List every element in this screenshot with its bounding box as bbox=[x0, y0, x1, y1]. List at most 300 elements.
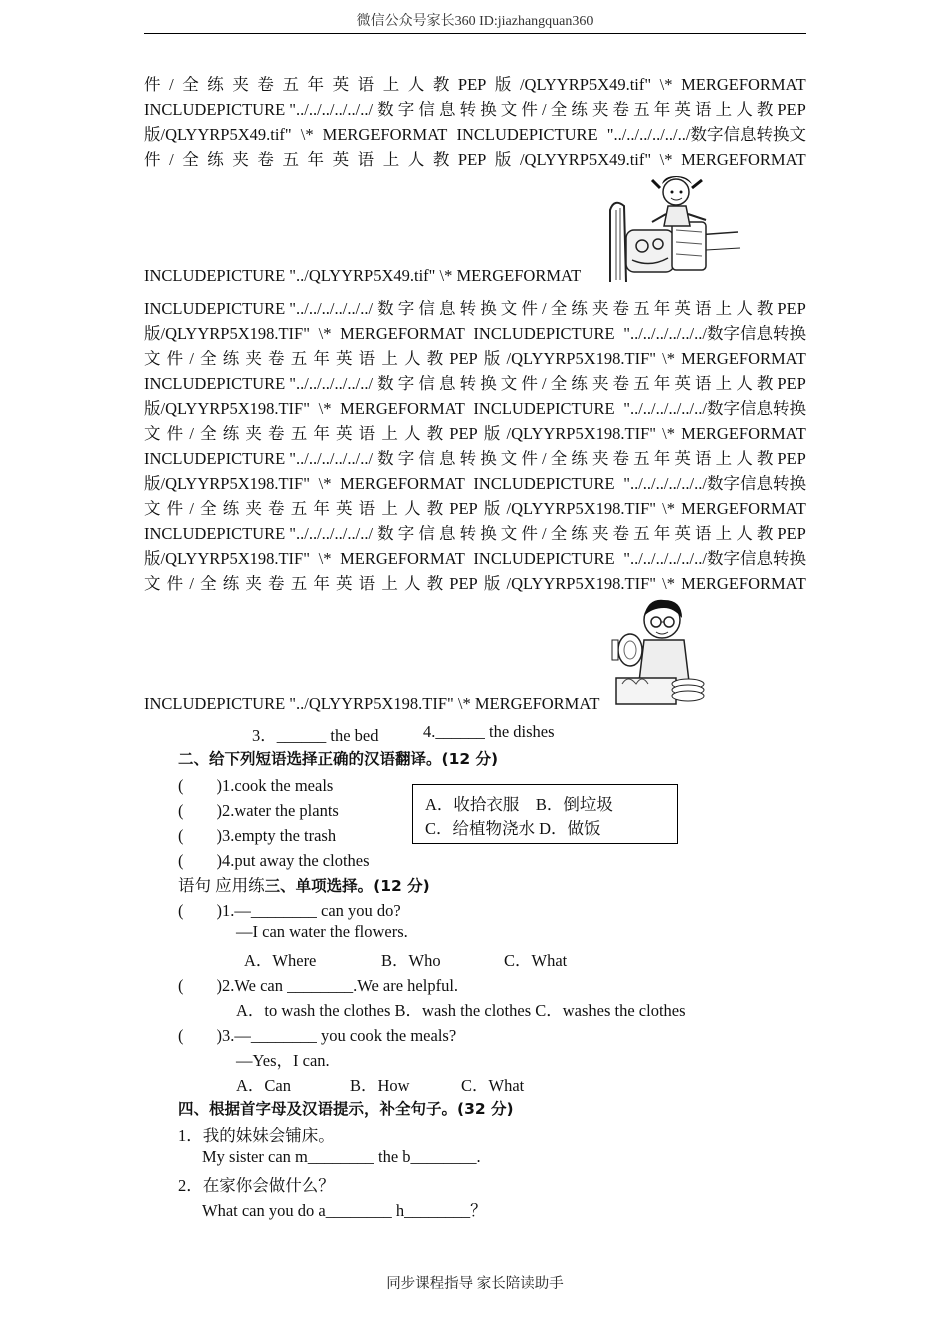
word: 夹 bbox=[245, 499, 262, 518]
word: 全 bbox=[550, 449, 568, 468]
word: 年 bbox=[653, 449, 671, 468]
word: 语 bbox=[357, 75, 375, 94]
word: 换 bbox=[480, 100, 497, 119]
word: 件 bbox=[521, 524, 538, 543]
word: 年 bbox=[653, 524, 671, 543]
word: 件 bbox=[521, 449, 538, 468]
word: 人 bbox=[736, 100, 753, 119]
word: 人 bbox=[736, 449, 753, 468]
word: 练 bbox=[222, 424, 240, 443]
word: 版 bbox=[483, 349, 501, 368]
word: 全 bbox=[182, 150, 199, 169]
word: 语 bbox=[694, 449, 712, 468]
word: 五 bbox=[282, 75, 299, 94]
word: 件 bbox=[144, 150, 161, 169]
sentence-1-chinese: 1．我的妹妹会铺床。 bbox=[178, 1126, 335, 1145]
word: 五 bbox=[290, 349, 308, 368]
word: 字 bbox=[397, 524, 415, 543]
matching-item: ( )3.empty the trash bbox=[178, 826, 337, 845]
question-2-options: A．to wash the clothes B．wash the clothes C．washes the clothes bbox=[236, 1001, 686, 1020]
word: \* bbox=[300, 125, 314, 144]
word: INCLUDEPICTURE bbox=[144, 100, 286, 119]
word: "../../../../../../数字信息转换 bbox=[623, 324, 806, 343]
word: 上 bbox=[715, 524, 733, 543]
sentence-1-english: My sister can m________ the b________. bbox=[202, 1147, 481, 1166]
word: 全 bbox=[200, 424, 217, 443]
word: 换 bbox=[480, 524, 497, 543]
word: 文 bbox=[144, 574, 161, 593]
word: MERGEFORMAT bbox=[681, 349, 806, 368]
word: 卷 bbox=[612, 449, 630, 468]
word: 件 bbox=[521, 299, 538, 318]
word: PEP bbox=[457, 150, 487, 169]
word: 英 bbox=[674, 374, 691, 393]
word: PEP bbox=[449, 349, 478, 368]
word: 语 bbox=[694, 374, 712, 393]
word: 信 bbox=[418, 299, 435, 318]
word: \* bbox=[662, 349, 675, 368]
text-line bbox=[144, 321, 806, 346]
word: PEP bbox=[777, 374, 806, 393]
word: MERGEFORMAT bbox=[340, 549, 465, 568]
word: 数 bbox=[377, 449, 394, 468]
word: \* bbox=[318, 399, 332, 418]
word: 上 bbox=[381, 499, 398, 518]
text-line bbox=[144, 546, 806, 571]
word: "../../../../../../ bbox=[289, 374, 374, 393]
word: 夹 bbox=[245, 424, 262, 443]
word: 练 bbox=[571, 449, 588, 468]
word: MERGEFORMAT bbox=[340, 399, 465, 418]
text-line bbox=[144, 122, 806, 147]
word: 信 bbox=[418, 100, 435, 119]
word: "../../../../../../数字信息转换文 bbox=[606, 125, 806, 144]
word: / bbox=[189, 574, 194, 593]
word: INCLUDEPICTURE bbox=[473, 399, 615, 418]
word: \* bbox=[659, 75, 673, 94]
word: PEP bbox=[777, 524, 806, 543]
text-line bbox=[144, 571, 806, 596]
word: 英 bbox=[674, 100, 691, 119]
word: 转 bbox=[459, 524, 477, 543]
word: 文 bbox=[500, 524, 518, 543]
text-line bbox=[144, 521, 806, 546]
text-line bbox=[144, 371, 806, 396]
word: MERGEFORMAT bbox=[340, 324, 465, 343]
word: 卷 bbox=[268, 424, 285, 443]
word: 五 bbox=[633, 100, 650, 119]
section-3-prefix: 语句 应用练 bbox=[178, 876, 265, 895]
word: 全 bbox=[200, 499, 217, 518]
word: 上 bbox=[715, 449, 733, 468]
word: 上 bbox=[381, 424, 398, 443]
word: MERGEFORMAT bbox=[681, 574, 806, 593]
word: 版/QLYYRP5X198.TIF" bbox=[144, 399, 310, 418]
word: 字 bbox=[397, 299, 415, 318]
word: 上 bbox=[381, 349, 398, 368]
word: / bbox=[169, 75, 174, 94]
word: 件 bbox=[166, 424, 184, 443]
word: 练 bbox=[571, 299, 588, 318]
word: 人 bbox=[403, 499, 421, 518]
word: 语 bbox=[358, 424, 376, 443]
word: "../../../../../../ bbox=[289, 299, 374, 318]
word: 卷 bbox=[612, 299, 630, 318]
word: INCLUDEPICTURE bbox=[456, 125, 598, 144]
word: 数 bbox=[377, 100, 394, 119]
word: 转 bbox=[459, 100, 477, 119]
text-line bbox=[144, 147, 806, 172]
word: "../../../../../../ bbox=[289, 524, 374, 543]
word: 五 bbox=[633, 524, 650, 543]
word: 夹 bbox=[232, 75, 249, 94]
word: 文 bbox=[144, 424, 161, 443]
word: 转 bbox=[459, 449, 477, 468]
word: 上 bbox=[715, 374, 733, 393]
word: 英 bbox=[674, 449, 691, 468]
option-a: A．Can bbox=[236, 1076, 291, 1095]
word: 夹 bbox=[245, 574, 262, 593]
word: 卷 bbox=[268, 349, 285, 368]
word: 教 bbox=[756, 524, 774, 543]
word: / bbox=[189, 349, 194, 368]
word: 卷 bbox=[268, 499, 285, 518]
word: 练 bbox=[222, 499, 240, 518]
word: \* bbox=[662, 424, 675, 443]
word: 语 bbox=[694, 524, 712, 543]
option-a: A．Where bbox=[244, 951, 317, 970]
matching-item: ( )1.cook the meals bbox=[178, 776, 334, 795]
word: / bbox=[169, 150, 174, 169]
option-b: B．Who bbox=[381, 951, 441, 970]
word: 夹 bbox=[232, 150, 249, 169]
word: \* bbox=[659, 150, 673, 169]
word: INCLUDEPICTURE bbox=[473, 549, 615, 568]
word: 文 bbox=[144, 349, 161, 368]
word: 五 bbox=[290, 574, 308, 593]
matching-item: ( )4.put away the clothes bbox=[178, 851, 370, 870]
word: 文 bbox=[500, 374, 518, 393]
question-1-answer: —I can water the flowers. bbox=[236, 922, 408, 941]
word: 版 bbox=[483, 424, 501, 443]
word: MERGEFORMAT bbox=[681, 424, 806, 443]
word: INCLUDEPICTURE bbox=[144, 524, 286, 543]
word: \* bbox=[318, 324, 332, 343]
word: 字 bbox=[397, 100, 415, 119]
question-1: ( )1.—________ can you do? bbox=[178, 901, 401, 920]
word: 年 bbox=[313, 349, 330, 368]
word: 五 bbox=[282, 150, 299, 169]
word: 英 bbox=[332, 150, 350, 169]
word: PEP bbox=[449, 499, 478, 518]
word: 练 bbox=[571, 524, 588, 543]
text-line: INCLUDEPICTURE "../QLYYRP5X198.TIF" \* MERGEFORMAT bbox=[144, 694, 600, 713]
section-4-title: 四、根据首字母及汉语提示，补全句子。(32 分) bbox=[178, 1100, 514, 1118]
word: 练 bbox=[571, 374, 588, 393]
word: 全 bbox=[182, 75, 199, 94]
word: 夹 bbox=[591, 100, 609, 119]
item-3-label: 3．______ the bed bbox=[252, 726, 379, 745]
word: 件 bbox=[166, 499, 184, 518]
word: 件 bbox=[166, 574, 184, 593]
word: 语 bbox=[357, 150, 375, 169]
word: MERGEFORMAT bbox=[681, 150, 806, 169]
section-3-heading bbox=[178, 872, 430, 896]
word: PEP bbox=[449, 424, 478, 443]
word: 五 bbox=[290, 499, 308, 518]
word: 练 bbox=[222, 349, 240, 368]
word: 信 bbox=[418, 524, 435, 543]
word: 教 bbox=[426, 574, 444, 593]
word: INCLUDEPICTURE bbox=[473, 324, 615, 343]
options-line: C．给植物浇水 D．做饭 bbox=[425, 819, 601, 838]
word: / bbox=[542, 449, 547, 468]
word: 信 bbox=[418, 449, 435, 468]
word: 年 bbox=[307, 75, 325, 94]
word: 人 bbox=[403, 349, 421, 368]
word: 夹 bbox=[245, 349, 262, 368]
text-line: INCLUDEPICTURE "../QLYYRP5X49.tif" \* MERGEFORMAT bbox=[144, 266, 582, 285]
word: 人 bbox=[736, 299, 753, 318]
word: 教 bbox=[432, 75, 450, 94]
word: 五 bbox=[633, 374, 650, 393]
matching-item: ( )2.water the plants bbox=[178, 801, 339, 820]
option-b: B．How bbox=[350, 1076, 410, 1095]
word: 卷 bbox=[257, 75, 274, 94]
text-line bbox=[144, 346, 806, 371]
word: 人 bbox=[736, 524, 753, 543]
word: 夹 bbox=[591, 299, 609, 318]
word: 五 bbox=[290, 424, 308, 443]
word: 换 bbox=[480, 449, 497, 468]
word: 夹 bbox=[591, 374, 609, 393]
word: 教 bbox=[756, 374, 774, 393]
word: 转 bbox=[459, 374, 477, 393]
word: 练 bbox=[222, 574, 240, 593]
word: 年 bbox=[307, 150, 325, 169]
word: 息 bbox=[438, 524, 456, 543]
word: MERGEFORMAT bbox=[322, 125, 448, 144]
word: INCLUDEPICTURE bbox=[144, 299, 286, 318]
word: 全 bbox=[550, 100, 568, 119]
word: PEP bbox=[777, 100, 806, 119]
word: / bbox=[542, 524, 547, 543]
word: 练 bbox=[207, 75, 224, 94]
word: / bbox=[542, 299, 547, 318]
word: 练 bbox=[207, 150, 224, 169]
word: 英 bbox=[674, 524, 691, 543]
word: 卷 bbox=[612, 100, 630, 119]
word: 文 bbox=[500, 100, 518, 119]
section-2-title: 二、给下列短语选择正确的汉语翻译。(12 分) bbox=[178, 750, 499, 768]
word: 版/QLYYRP5X198.TIF" bbox=[144, 324, 310, 343]
text-line bbox=[144, 446, 806, 471]
word: "../../../../../../ bbox=[289, 100, 374, 119]
word: 版 bbox=[494, 150, 512, 169]
word: 版/QLYYRP5X198.TIF" bbox=[144, 474, 310, 493]
word: 全 bbox=[200, 574, 217, 593]
word: 语 bbox=[358, 349, 376, 368]
word: "../../../../../../数字信息转换 bbox=[623, 549, 806, 568]
word: 练 bbox=[571, 100, 588, 119]
sentence-2-english: What can you do a________ h________？ bbox=[202, 1201, 487, 1220]
text-line bbox=[144, 296, 806, 321]
word: 数 bbox=[377, 374, 394, 393]
option-c: C．What bbox=[461, 1076, 525, 1095]
word: 教 bbox=[426, 349, 444, 368]
word: 版/QLYYRP5X49.tif" bbox=[144, 125, 292, 144]
word: 数 bbox=[377, 299, 394, 318]
word: 教 bbox=[426, 424, 444, 443]
word: 夹 bbox=[591, 449, 609, 468]
word: 息 bbox=[438, 374, 456, 393]
word: 件 bbox=[144, 75, 161, 94]
word: 教 bbox=[756, 299, 774, 318]
word: 语 bbox=[358, 499, 376, 518]
word: 年 bbox=[313, 574, 330, 593]
word: 件 bbox=[521, 100, 538, 119]
question-3-answer: —Yes，I can. bbox=[236, 1051, 330, 1070]
word: 上 bbox=[715, 100, 733, 119]
word: MERGEFORMAT bbox=[340, 474, 465, 493]
section-3-title: 三、单项选择。(12 分) bbox=[264, 877, 430, 895]
word: \* bbox=[662, 574, 675, 593]
word: \* bbox=[318, 474, 332, 493]
word: / bbox=[189, 499, 194, 518]
word: 全 bbox=[550, 524, 568, 543]
word: 件 bbox=[521, 374, 538, 393]
word: PEP bbox=[777, 299, 806, 318]
word: INCLUDEPICTURE bbox=[144, 374, 286, 393]
word: 版 bbox=[483, 499, 501, 518]
word: 信 bbox=[418, 374, 435, 393]
word: / bbox=[542, 374, 547, 393]
word: 英 bbox=[336, 424, 353, 443]
word: "../../../../../../数字信息转换 bbox=[623, 474, 806, 493]
text-line bbox=[144, 496, 806, 521]
options-box bbox=[412, 784, 678, 844]
word: 卷 bbox=[268, 574, 285, 593]
girl-making-bed-illustration bbox=[606, 170, 742, 284]
word: 人 bbox=[403, 424, 421, 443]
word: /QLYYRP5X198.TIF" bbox=[506, 499, 656, 518]
word: 转 bbox=[459, 299, 477, 318]
option-c: C．What bbox=[504, 951, 568, 970]
word: 上 bbox=[382, 150, 400, 169]
word: / bbox=[189, 424, 194, 443]
text-line bbox=[144, 97, 806, 122]
word: 卷 bbox=[257, 150, 274, 169]
word: 英 bbox=[336, 574, 353, 593]
page-footer: 同步课程指导 家长陪读助手 bbox=[386, 1276, 564, 1292]
word: 换 bbox=[480, 374, 497, 393]
word: "../../../../../../ bbox=[289, 449, 374, 468]
word: 版 bbox=[494, 75, 512, 94]
word: 英 bbox=[336, 349, 353, 368]
word: 英 bbox=[332, 75, 350, 94]
item-4-label: 4.______ the dishes bbox=[423, 722, 555, 741]
word: 息 bbox=[438, 299, 456, 318]
page-header: 微信公众号家长360 ID:jiazhangquan360 bbox=[144, 10, 806, 34]
word: 息 bbox=[438, 100, 456, 119]
word: 教 bbox=[756, 100, 774, 119]
word: 教 bbox=[756, 449, 774, 468]
word: 全 bbox=[550, 374, 568, 393]
word: 夹 bbox=[591, 524, 609, 543]
word: /QLYYRP5X49.tif" bbox=[519, 75, 652, 94]
word: /QLYYRP5X198.TIF" bbox=[506, 349, 656, 368]
word: 英 bbox=[674, 299, 691, 318]
word: INCLUDEPICTURE bbox=[144, 449, 286, 468]
word: \* bbox=[662, 499, 675, 518]
word: /QLYYRP5X198.TIF" bbox=[506, 574, 656, 593]
word: 上 bbox=[381, 574, 398, 593]
word: 文 bbox=[500, 299, 518, 318]
word: \* bbox=[318, 549, 332, 568]
sentence-2-chinese: 2．在家你会做什么？ bbox=[178, 1176, 335, 1195]
word: 换 bbox=[480, 299, 497, 318]
word: 件 bbox=[166, 349, 184, 368]
word: 年 bbox=[653, 299, 671, 318]
word: "../../../../../../数字信息转换 bbox=[623, 399, 806, 418]
word: 语 bbox=[694, 299, 712, 318]
word: 版/QLYYRP5X198.TIF" bbox=[144, 549, 310, 568]
word: 英 bbox=[336, 499, 353, 518]
word: PEP bbox=[457, 75, 487, 94]
word: MERGEFORMAT bbox=[681, 499, 806, 518]
word: 五 bbox=[633, 449, 650, 468]
options-line: A．收拾衣服 B．倒垃圾 bbox=[425, 795, 613, 814]
word: 数 bbox=[377, 524, 394, 543]
word: 教 bbox=[426, 499, 444, 518]
word: 年 bbox=[313, 499, 330, 518]
word: 人 bbox=[407, 75, 425, 94]
word: PEP bbox=[777, 449, 806, 468]
question-2: ( )2.We can ________.We are helpful. bbox=[178, 976, 459, 995]
word: 人 bbox=[403, 574, 421, 593]
word: /QLYYRP5X198.TIF" bbox=[506, 424, 656, 443]
word: 年 bbox=[313, 424, 330, 443]
text-line bbox=[144, 471, 806, 496]
word: 版 bbox=[483, 574, 501, 593]
word: 卷 bbox=[612, 374, 630, 393]
text-line bbox=[144, 421, 806, 446]
text-line bbox=[144, 396, 806, 421]
word: 卷 bbox=[612, 524, 630, 543]
text-line bbox=[144, 72, 806, 97]
word: 文 bbox=[144, 499, 161, 518]
word: 人 bbox=[407, 150, 425, 169]
word: 教 bbox=[432, 150, 450, 169]
word: 字 bbox=[397, 449, 415, 468]
word: MERGEFORMAT bbox=[681, 75, 806, 94]
word: 全 bbox=[200, 349, 217, 368]
boy-washing-dishes-illustration bbox=[608, 594, 706, 710]
word: 上 bbox=[382, 75, 400, 94]
word: 五 bbox=[633, 299, 650, 318]
word: 字 bbox=[397, 374, 415, 393]
word: PEP bbox=[449, 574, 478, 593]
word: 语 bbox=[694, 100, 712, 119]
word: INCLUDEPICTURE bbox=[473, 474, 615, 493]
word: 息 bbox=[438, 449, 456, 468]
word: /QLYYRP5X49.tif" bbox=[519, 150, 652, 169]
question-3: ( )3.—________ you cook the meals? bbox=[178, 1026, 457, 1045]
word: 年 bbox=[653, 100, 671, 119]
word: 全 bbox=[550, 299, 568, 318]
word: / bbox=[542, 100, 547, 119]
word: 年 bbox=[653, 374, 671, 393]
